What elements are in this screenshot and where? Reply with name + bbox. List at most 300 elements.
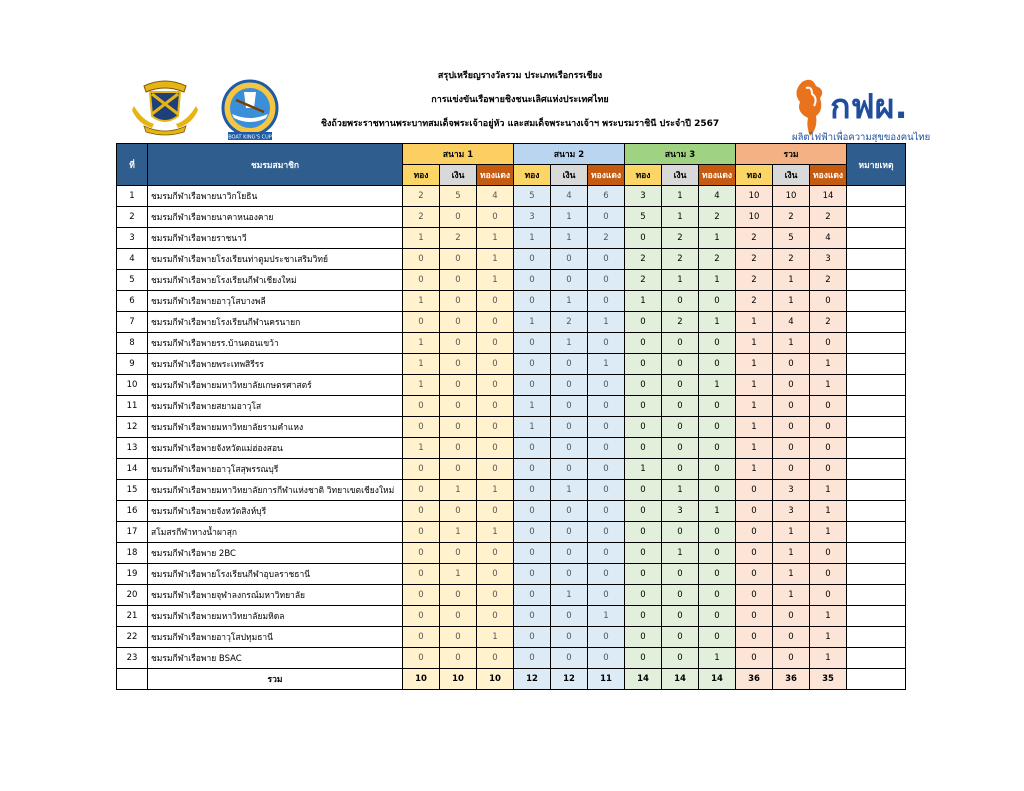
total-count: 11 bbox=[588, 669, 625, 690]
medal-count: 0 bbox=[477, 333, 514, 354]
note-cell bbox=[847, 228, 906, 249]
note-cell bbox=[847, 186, 906, 207]
medal-count: 1 bbox=[588, 354, 625, 375]
medal-count: 0 bbox=[440, 459, 477, 480]
medal-count: 1 bbox=[773, 543, 810, 564]
row-number: 14 bbox=[117, 459, 148, 480]
medal-count: 0 bbox=[403, 459, 440, 480]
medal-count: 0 bbox=[662, 291, 699, 312]
medal-count: 0 bbox=[440, 543, 477, 564]
medal-count: 0 bbox=[551, 438, 588, 459]
medal-count: 0 bbox=[699, 459, 736, 480]
medal-count: 0 bbox=[625, 606, 662, 627]
medal-count: 0 bbox=[662, 417, 699, 438]
medal-count: 0 bbox=[440, 354, 477, 375]
table-row bbox=[117, 375, 906, 396]
club-name: ชมรมกีฬาเรือพายราชนาวี bbox=[148, 228, 403, 249]
note-cell bbox=[847, 333, 906, 354]
medal-count: 6 bbox=[588, 186, 625, 207]
medal-count: 4 bbox=[773, 312, 810, 333]
title-line-2: การแข่งขันเรือพายชิงชนะเลิศแห่งประเทศไทย bbox=[431, 95, 609, 105]
medal-count: 0 bbox=[588, 480, 625, 501]
medal-count: 1 bbox=[662, 543, 699, 564]
medal-count: 1 bbox=[773, 564, 810, 585]
medal-count: 0 bbox=[440, 585, 477, 606]
medal-count: 0 bbox=[403, 501, 440, 522]
medal-count: 1 bbox=[514, 417, 551, 438]
medal-count: 1 bbox=[699, 648, 736, 669]
medal-count: 0 bbox=[625, 648, 662, 669]
medal-count: 0 bbox=[514, 648, 551, 669]
note-cell bbox=[847, 501, 906, 522]
medal-count: 0 bbox=[662, 375, 699, 396]
note-cell bbox=[847, 585, 906, 606]
medal-count: 0 bbox=[477, 501, 514, 522]
medal-count: 4 bbox=[699, 186, 736, 207]
medal-count: 0 bbox=[662, 606, 699, 627]
club-name: ชมรมกีฬาเรือพายอาวุโสบางพลี bbox=[148, 291, 403, 312]
total-count: 14 bbox=[662, 669, 699, 690]
medal-count: 0 bbox=[810, 396, 847, 417]
medal-count: 1 bbox=[699, 270, 736, 291]
medal-count: 2 bbox=[736, 228, 773, 249]
table-row bbox=[117, 480, 906, 501]
medal-count: 0 bbox=[699, 438, 736, 459]
medal-count: 1 bbox=[551, 480, 588, 501]
medal-count: 0 bbox=[810, 543, 847, 564]
medal-count: 0 bbox=[477, 396, 514, 417]
note-cell bbox=[847, 480, 906, 501]
row-number: 17 bbox=[117, 522, 148, 543]
medal-count: 2 bbox=[625, 249, 662, 270]
medal-count: 1 bbox=[551, 291, 588, 312]
club-name: ชมรมกีฬาเรือพายโรงเรียนกีฬานครนายก bbox=[148, 312, 403, 333]
medal-count: 0 bbox=[551, 354, 588, 375]
medal-count: 1 bbox=[773, 291, 810, 312]
medal-count: 4 bbox=[810, 228, 847, 249]
medal-count: 1 bbox=[514, 228, 551, 249]
medal-count: 0 bbox=[514, 375, 551, 396]
row-number: 22 bbox=[117, 627, 148, 648]
document-header bbox=[0, 70, 1024, 142]
row-number: 16 bbox=[117, 501, 148, 522]
note-cell bbox=[847, 207, 906, 228]
medal-count: 2 bbox=[699, 207, 736, 228]
medal-count: 0 bbox=[440, 606, 477, 627]
medal-count: 0 bbox=[551, 648, 588, 669]
svg-text:ผลิตไฟฟ้าเพื่อความสุขของคนไทย: ผลิตไฟฟ้าเพื่อความสุขของคนไทย bbox=[792, 132, 930, 142]
medal-count: 1 bbox=[514, 396, 551, 417]
medal-count: 0 bbox=[588, 207, 625, 228]
medal-count: 1 bbox=[403, 438, 440, 459]
medal-count: 0 bbox=[514, 627, 551, 648]
header-silver-group-1: เงิน bbox=[440, 165, 477, 186]
medal-count: 0 bbox=[736, 627, 773, 648]
medal-count: 0 bbox=[699, 417, 736, 438]
medal-count: 2 bbox=[736, 270, 773, 291]
medal-count: 0 bbox=[514, 291, 551, 312]
medal-count: 2 bbox=[810, 270, 847, 291]
medal-count: 1 bbox=[440, 564, 477, 585]
medal-count: 1 bbox=[477, 480, 514, 501]
medal-count: 1 bbox=[625, 459, 662, 480]
table-row bbox=[117, 522, 906, 543]
medal-count: 1 bbox=[810, 501, 847, 522]
medal-count: 1 bbox=[810, 375, 847, 396]
row-number: 18 bbox=[117, 543, 148, 564]
row-number: 4 bbox=[117, 249, 148, 270]
medal-count: 1 bbox=[736, 312, 773, 333]
medal-count: 0 bbox=[662, 585, 699, 606]
club-name: ชมรมกีฬาเรือพายมหาวิทยาลัยมหิดล bbox=[148, 606, 403, 627]
medal-count: 0 bbox=[477, 585, 514, 606]
medal-count: 2 bbox=[810, 207, 847, 228]
medal-count: 0 bbox=[773, 459, 810, 480]
medal-count: 1 bbox=[699, 312, 736, 333]
medal-count: 0 bbox=[477, 648, 514, 669]
medal-count: 1 bbox=[440, 480, 477, 501]
medal-count: 0 bbox=[440, 207, 477, 228]
table-row bbox=[117, 564, 906, 585]
medal-count: 3 bbox=[625, 186, 662, 207]
club-name: ชมรมกีฬาเรือพาย BSAC bbox=[148, 648, 403, 669]
table-row bbox=[117, 333, 906, 354]
medal-count: 0 bbox=[514, 501, 551, 522]
table-row bbox=[117, 438, 906, 459]
header-bronze-group-2: ทองแดง bbox=[588, 165, 625, 186]
medal-count: 10 bbox=[736, 207, 773, 228]
medal-count: 0 bbox=[736, 585, 773, 606]
total-count: 12 bbox=[551, 669, 588, 690]
medal-count: 1 bbox=[699, 501, 736, 522]
note-cell bbox=[847, 249, 906, 270]
medal-count: 3 bbox=[662, 501, 699, 522]
medal-count: 0 bbox=[440, 501, 477, 522]
medal-count: 0 bbox=[588, 543, 625, 564]
medal-count: 0 bbox=[588, 417, 625, 438]
medal-count: 0 bbox=[551, 606, 588, 627]
medal-count: 0 bbox=[403, 312, 440, 333]
header-bronze-group-1: ทองแดง bbox=[477, 165, 514, 186]
medal-count: 0 bbox=[773, 354, 810, 375]
total-count: 14 bbox=[625, 669, 662, 690]
medal-count: 1 bbox=[773, 522, 810, 543]
medal-count: 0 bbox=[477, 417, 514, 438]
medal-count: 0 bbox=[477, 291, 514, 312]
medal-count: 0 bbox=[810, 585, 847, 606]
medal-count: 0 bbox=[514, 249, 551, 270]
medal-count: 0 bbox=[514, 438, 551, 459]
medal-count: 0 bbox=[699, 606, 736, 627]
medal-count: 1 bbox=[736, 459, 773, 480]
row-number: 20 bbox=[117, 585, 148, 606]
medal-count: 3 bbox=[810, 249, 847, 270]
medal-count: 1 bbox=[699, 228, 736, 249]
medal-count: 0 bbox=[403, 522, 440, 543]
total-count: 36 bbox=[773, 669, 810, 690]
medal-count: 0 bbox=[514, 522, 551, 543]
boat-kings-cup-logo-icon bbox=[218, 78, 282, 142]
table-row bbox=[117, 627, 906, 648]
total-empty-cell bbox=[117, 669, 148, 690]
total-count: 10 bbox=[440, 669, 477, 690]
medal-count: 0 bbox=[551, 627, 588, 648]
medal-count: 2 bbox=[773, 249, 810, 270]
medal-count: 0 bbox=[699, 396, 736, 417]
medal-count: 1 bbox=[662, 207, 699, 228]
medal-count: 0 bbox=[736, 606, 773, 627]
medal-count: 0 bbox=[403, 543, 440, 564]
note-cell bbox=[847, 312, 906, 333]
medal-count: 0 bbox=[403, 396, 440, 417]
medal-count: 2 bbox=[662, 249, 699, 270]
medal-count: 0 bbox=[440, 270, 477, 291]
medal-count: 1 bbox=[662, 186, 699, 207]
medal-count: 0 bbox=[440, 291, 477, 312]
club-name: ชมรมกีฬาเรือพายสยามอาวุโส bbox=[148, 396, 403, 417]
medal-count: 1 bbox=[699, 375, 736, 396]
row-number: 13 bbox=[117, 438, 148, 459]
medal-count: 0 bbox=[403, 249, 440, 270]
header-silver-group-3: เงิน bbox=[662, 165, 699, 186]
title-line-3: ชิงถ้วยพระราชทานพระบาทสมเด็จพระเจ้าอยู่หัว และสมเด็จพระนางเจ้าฯ พระบรมราชินี ประจำปี 2567 bbox=[320, 119, 720, 129]
total-count: 35 bbox=[810, 669, 847, 690]
medal-count: 0 bbox=[736, 522, 773, 543]
medal-count: 1 bbox=[736, 333, 773, 354]
medal-count: 0 bbox=[625, 354, 662, 375]
medal-count: 2 bbox=[810, 312, 847, 333]
table-row bbox=[117, 543, 906, 564]
medal-count: 0 bbox=[588, 564, 625, 585]
medal-count: 1 bbox=[773, 585, 810, 606]
medal-count: 0 bbox=[403, 585, 440, 606]
medal-count: 0 bbox=[662, 459, 699, 480]
medal-count: 0 bbox=[625, 543, 662, 564]
medal-count: 0 bbox=[699, 585, 736, 606]
medal-count: 0 bbox=[773, 648, 810, 669]
total-count: 12 bbox=[514, 669, 551, 690]
row-number: 3 bbox=[117, 228, 148, 249]
medal-count: 0 bbox=[625, 585, 662, 606]
note-cell bbox=[847, 270, 906, 291]
medal-count: 1 bbox=[403, 291, 440, 312]
table-row bbox=[117, 501, 906, 522]
header-no: ที่ bbox=[117, 144, 148, 186]
table-row bbox=[117, 270, 906, 291]
medal-count: 0 bbox=[514, 564, 551, 585]
medal-count: 0 bbox=[440, 648, 477, 669]
medal-count: 0 bbox=[477, 354, 514, 375]
medal-count: 1 bbox=[477, 249, 514, 270]
medal-count: 1 bbox=[551, 585, 588, 606]
club-name: สโมสรกีฬาทางน้ำผาสุก bbox=[148, 522, 403, 543]
medal-count: 0 bbox=[699, 354, 736, 375]
table-row bbox=[117, 648, 906, 669]
club-name: ชมรมกีฬาเรือพายโรงเรียนกีฬาอุบลราชธานี bbox=[148, 564, 403, 585]
medal-summary-table bbox=[116, 143, 906, 690]
header-gold-group-3: ทอง bbox=[625, 165, 662, 186]
medal-count: 1 bbox=[736, 438, 773, 459]
medal-count: 0 bbox=[477, 312, 514, 333]
medal-count: 0 bbox=[403, 627, 440, 648]
medal-count: 0 bbox=[403, 480, 440, 501]
medal-count: 14 bbox=[810, 186, 847, 207]
table-row bbox=[117, 207, 906, 228]
table-row bbox=[117, 606, 906, 627]
medal-count: 0 bbox=[662, 522, 699, 543]
row-number: 11 bbox=[117, 396, 148, 417]
row-number: 12 bbox=[117, 417, 148, 438]
medal-count: 0 bbox=[588, 291, 625, 312]
row-number: 15 bbox=[117, 480, 148, 501]
medal-count: 0 bbox=[477, 564, 514, 585]
medal-count: 0 bbox=[551, 459, 588, 480]
medal-count: 0 bbox=[588, 585, 625, 606]
row-number: 9 bbox=[117, 354, 148, 375]
medal-count: 1 bbox=[810, 627, 847, 648]
medal-count: 1 bbox=[403, 228, 440, 249]
medal-count: 1 bbox=[477, 627, 514, 648]
total-count: 10 bbox=[477, 669, 514, 690]
row-number: 5 bbox=[117, 270, 148, 291]
document-titles bbox=[300, 70, 740, 142]
medal-count: 5 bbox=[773, 228, 810, 249]
medal-count: 0 bbox=[773, 627, 810, 648]
club-name: ชมรมกีฬาเรือพายโรงเรียนกีฬาเชียงใหม่ bbox=[148, 270, 403, 291]
club-name: ชมรมกีฬาเรือพายรร.บ้านดอนเขว้า bbox=[148, 333, 403, 354]
medal-count: 0 bbox=[551, 270, 588, 291]
medal-count: 1 bbox=[551, 207, 588, 228]
medal-count: 0 bbox=[588, 438, 625, 459]
medal-count: 1 bbox=[477, 228, 514, 249]
medal-count: 0 bbox=[810, 291, 847, 312]
medal-count: 2 bbox=[551, 312, 588, 333]
table-row bbox=[117, 312, 906, 333]
table-row bbox=[117, 228, 906, 249]
medal-count: 0 bbox=[514, 606, 551, 627]
table-row bbox=[117, 396, 906, 417]
medal-count: 0 bbox=[588, 501, 625, 522]
medal-count: 0 bbox=[440, 375, 477, 396]
medal-count: 0 bbox=[736, 501, 773, 522]
club-name: ชมรมกีฬาเรือพายโรงเรียนท่าตูมประชาเสริมวิทย์ bbox=[148, 249, 403, 270]
medal-count: 1 bbox=[551, 228, 588, 249]
note-cell bbox=[847, 564, 906, 585]
note-cell bbox=[847, 543, 906, 564]
medal-count: 0 bbox=[625, 480, 662, 501]
medal-count: 0 bbox=[699, 480, 736, 501]
medal-count: 3 bbox=[773, 480, 810, 501]
medal-count: 0 bbox=[477, 438, 514, 459]
medal-count: 0 bbox=[551, 396, 588, 417]
header-club: ชมรมสมาชิก bbox=[148, 144, 403, 186]
total-count: 14 bbox=[699, 669, 736, 690]
club-name: ชมรมกีฬาเรือพายพระเทพสิรีรร bbox=[148, 354, 403, 375]
medal-count: 2 bbox=[736, 249, 773, 270]
total-label: รวม bbox=[148, 669, 403, 690]
medal-count: 1 bbox=[551, 333, 588, 354]
total-count: 36 bbox=[736, 669, 773, 690]
medal-count: 2 bbox=[662, 228, 699, 249]
medal-count: 0 bbox=[662, 396, 699, 417]
medal-count: 0 bbox=[403, 606, 440, 627]
medal-count: 0 bbox=[773, 417, 810, 438]
club-name: ชมรมกีฬาเรือพายจุฬาลงกรณ์มหาวิทยาลัย bbox=[148, 585, 403, 606]
medal-count: 0 bbox=[477, 207, 514, 228]
medal-count: 1 bbox=[403, 375, 440, 396]
total-note-cell bbox=[847, 669, 906, 690]
medal-count: 0 bbox=[440, 333, 477, 354]
medal-count: 1 bbox=[662, 270, 699, 291]
medal-count: 0 bbox=[551, 501, 588, 522]
medal-count: 0 bbox=[551, 249, 588, 270]
medal-count: 0 bbox=[440, 396, 477, 417]
medal-count: 0 bbox=[514, 543, 551, 564]
association-crest-logo-icon bbox=[130, 76, 200, 136]
medal-count: 0 bbox=[625, 627, 662, 648]
club-name: ชมรมกีฬาเรือพาย 2BC bbox=[148, 543, 403, 564]
club-name: ชมรมกีฬาเรือพายนาวิกโยธิน bbox=[148, 186, 403, 207]
note-cell bbox=[847, 396, 906, 417]
medal-count: 1 bbox=[736, 417, 773, 438]
medal-count: 0 bbox=[403, 417, 440, 438]
medal-count: 0 bbox=[662, 627, 699, 648]
medal-count: 0 bbox=[588, 396, 625, 417]
medal-count: 0 bbox=[736, 543, 773, 564]
note-cell bbox=[847, 438, 906, 459]
medal-count: 4 bbox=[477, 186, 514, 207]
header-note: หมายเหตุ bbox=[847, 144, 906, 186]
table-row bbox=[117, 459, 906, 480]
medal-count: 0 bbox=[810, 333, 847, 354]
note-cell bbox=[847, 522, 906, 543]
title-line-1: สรุปเหรียญรางวัลรวม ประเภทเรือกรรเชียง bbox=[437, 71, 603, 81]
club-name: ชมรมกีฬาเรือพายมหาวิทยาลัยรามคำแหง bbox=[148, 417, 403, 438]
medal-count: 0 bbox=[662, 333, 699, 354]
svg-text:กฟผ.: กฟผ. bbox=[830, 87, 908, 127]
header-field-1: สนาม 1 bbox=[403, 144, 514, 165]
medal-count: 0 bbox=[625, 228, 662, 249]
club-name: ชมรมกีฬาเรือพายจังหวัดแม่ฮ่องสอน bbox=[148, 438, 403, 459]
medal-count: 0 bbox=[514, 459, 551, 480]
medal-count: 0 bbox=[625, 564, 662, 585]
medal-count: 1 bbox=[736, 396, 773, 417]
medal-count: 0 bbox=[773, 438, 810, 459]
header-bronze-group-4: ทองแดง bbox=[810, 165, 847, 186]
medal-count: 1 bbox=[810, 648, 847, 669]
medal-count: 5 bbox=[625, 207, 662, 228]
medal-count: 0 bbox=[625, 396, 662, 417]
table-row bbox=[117, 186, 906, 207]
note-cell bbox=[847, 375, 906, 396]
medal-count: 1 bbox=[773, 270, 810, 291]
medal-count: 1 bbox=[440, 522, 477, 543]
medal-count: 0 bbox=[810, 417, 847, 438]
club-name: ชมรมกีฬาเรือพายมหาวิทยาลัยเกษตรศาสตร์ bbox=[148, 375, 403, 396]
table-row bbox=[117, 585, 906, 606]
medal-count: 0 bbox=[477, 375, 514, 396]
medal-count: 0 bbox=[699, 627, 736, 648]
row-number: 7 bbox=[117, 312, 148, 333]
medal-count: 0 bbox=[810, 564, 847, 585]
medal-count: 1 bbox=[810, 354, 847, 375]
row-number: 8 bbox=[117, 333, 148, 354]
note-cell bbox=[847, 627, 906, 648]
medal-count: 0 bbox=[588, 333, 625, 354]
medal-count: 1 bbox=[773, 333, 810, 354]
header-gold-group-1: ทอง bbox=[403, 165, 440, 186]
medal-count: 2 bbox=[588, 228, 625, 249]
